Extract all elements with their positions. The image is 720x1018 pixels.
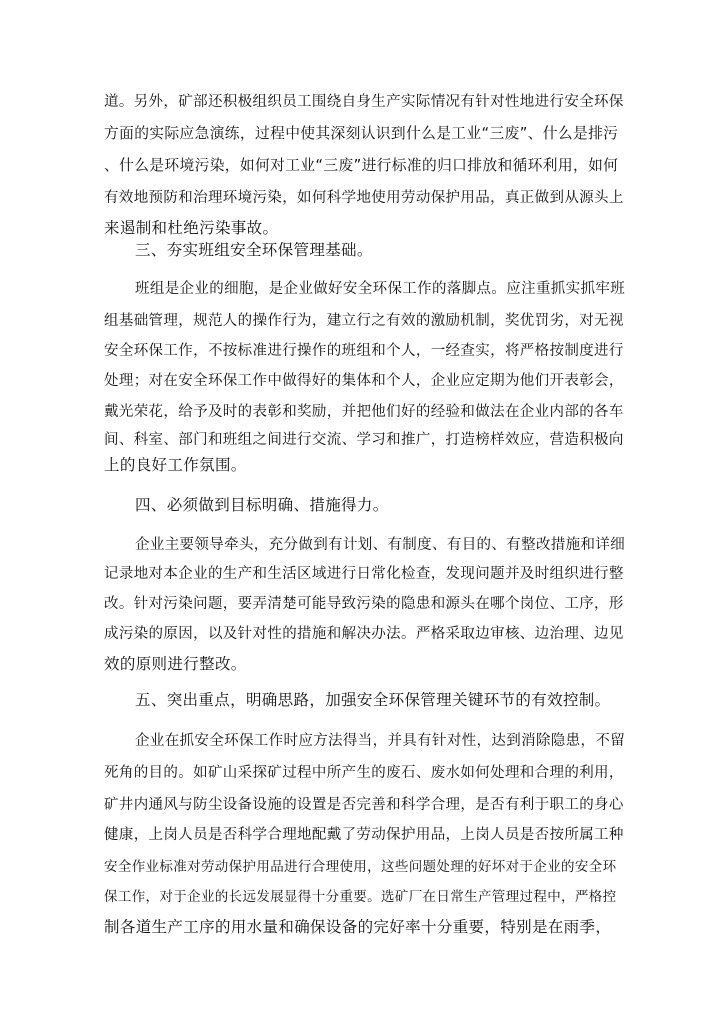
paragraph-line: 效的原则进行整改。 [104,655,247,673]
section-heading: 五、突出重点，明确思路，加强安全环保管理关键环节的有效控制。 [135,691,611,709]
paragraph-line: 方面的实际应急演练，过程中使其深刻认识到什么是工业“三废”、什么是排污 [104,125,619,142]
paragraph-line: 健康，上岗人员是否科学合理地配戴了劳动保护用品，上岗人员是否按所属工种 [104,827,624,843]
paragraph-line: 道。另外，矿部还积极组织员工围绕自身生产实际情况有针对性地进行安全环保 [104,94,624,110]
paragraph-line: 成污染的原因，以及针对性的措施和解决办法。严格采取边审核、边治理、边见 [104,626,624,642]
paragraph-line: 记录地对本企业的生产和生活区域进行日常化检查，发现问题并及时组织进行整 [104,566,624,582]
paragraph-line: 间、科室、部门和班组之间进行交流、学习和推广，打造榜样效应，营造积极向 [104,432,624,448]
paragraph-line: 组基础管理，规范人的操作行为，建立行之有效的激励机制，奖优罚劣，对无视 [104,313,624,329]
section-heading: 四、必须做到目标明确、措施得力。 [135,496,389,514]
paragraph-line: 企业主要领导牵头，充分做到有计划、有制度、有目的、有整改措施和详细 [135,537,625,553]
paragraph-line: 处理；对在安全环保工作中做得好的集体和个人，企业应定期为他们开表彰会， [104,373,624,389]
paragraph-line: 上的良好工作氛围。 [104,456,247,474]
paragraph-line: 来遏制和杜绝污染事故。 [104,219,279,237]
paragraph-line: 制各道生产工序的用水量和确保设备的完好率十分重要，特别是在雨季， [104,918,612,936]
paragraph-line: 、什么是环境污染，如何对工业“三废”进行标准的归口排放和循环利用，如何 [104,157,619,174]
paragraph-line: 班组是企业的细胞，是企业做好安全环保工作的落脚点。应注重抓实抓牢班 [135,281,625,297]
paragraph-line: 戴光荣花，给予及时的表彰和奖励，并把他们好的经验和做法在企业内部的各车 [104,404,624,420]
paragraph-line: 保工作，对于企业的长远发展显得十分重要。选矿厂在日常生产管理过程中，严格控 [104,889,617,905]
paragraph-line: 矿井内通风与防尘设备设施的设置是否完善和科学合理，是否有利于职工的身心 [104,797,624,813]
paragraph-line: 企业在抓安全环保工作时应方法得当，并具有针对性，达到消除隐患，不留 [135,733,625,749]
section-heading: 三、夯实班组安全环保管理基础。 [135,241,373,259]
paragraph-line: 安全作业标准对劳动保护用品进行合理使用，这些问题处理的好坏对于企业的安全环 [104,859,617,875]
paragraph-line: 改。针对污染问题，要弄清楚可能导致污染的隐患和源头在哪个岗位、工序，形 [104,596,624,612]
paragraph-line: 安全环保工作，不按标准进行操作的班组和个人，一经查实，将严格按制度进行 [104,343,624,359]
paragraph-line: 有效地预防和治理环境污染，如何科学地使用劳动保护用品，真正做到从源头上 [104,190,624,206]
paragraph-line: 死角的目的。如矿山采探矿过程中所产生的废石、废水如何处理和合理的利用， [104,765,624,781]
